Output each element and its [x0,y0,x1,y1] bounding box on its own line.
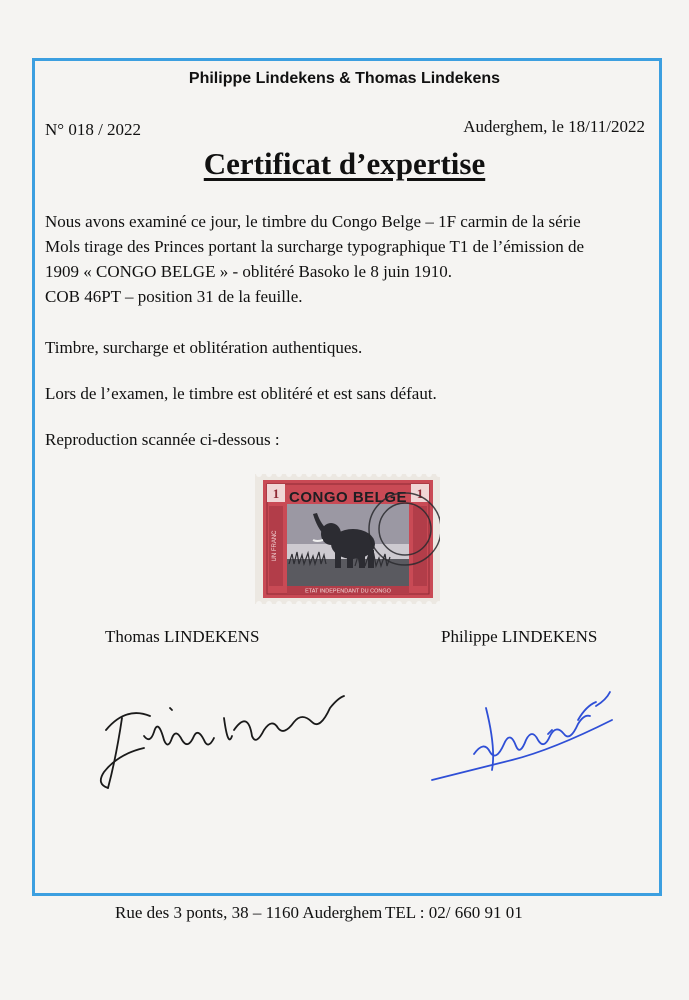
stamp-image [255,474,440,604]
signer-right-name: Philippe LINDEKENS [441,627,598,646]
stamp-value-label: UN FRANC [272,530,278,562]
stamp-denomination-right: 1 [416,486,424,501]
description-line-2: Mols tirage des Princes portant la surcharge typographique T1 de l’émission de [45,237,584,256]
authenticity-statement: Timbre, surcharge et oblitération authentiques. [45,338,363,357]
condition-statement: Lors de l’examen, le timbre est oblitéré et est sans défaut. [45,384,437,403]
description-line-4: COB 46PT – position 31 de la feuille. [45,287,303,306]
certificate-number: N° 018 / 2022 [45,120,142,139]
description-line-3: 1909 « CONGO BELGE » - oblitéré Basoko le 8 juin 1910. [45,262,453,281]
description-line-1: Nous avons examiné ce jour, le timbre du Congo Belge – 1F carmin de la série [45,212,581,231]
issuer-names: Philippe Lindekens & Thomas Lindekens [188,70,501,87]
signature-thomas [92,688,372,798]
stamp-bottom-label: ETAT INDEPENDANT DU CONGO [305,588,391,595]
stamp-overprint: CONGO BELGE [288,489,408,506]
place-and-date: Auderghem, le 18/11/2022 [463,117,645,136]
certificate-title: Certificat d’expertise [203,146,486,181]
stamp-denomination-left: 1 [272,486,280,501]
footer-phone: TEL : 02/ 660 91 01 [385,903,523,922]
footer-address: Rue des 3 ponts, 38 – 1160 Auderghem [115,903,383,922]
signature-philippe [428,684,628,794]
signer-left-name: Thomas LINDEKENS [105,627,260,646]
reproduction-label: Reproduction scannée ci-dessous : [45,430,280,449]
